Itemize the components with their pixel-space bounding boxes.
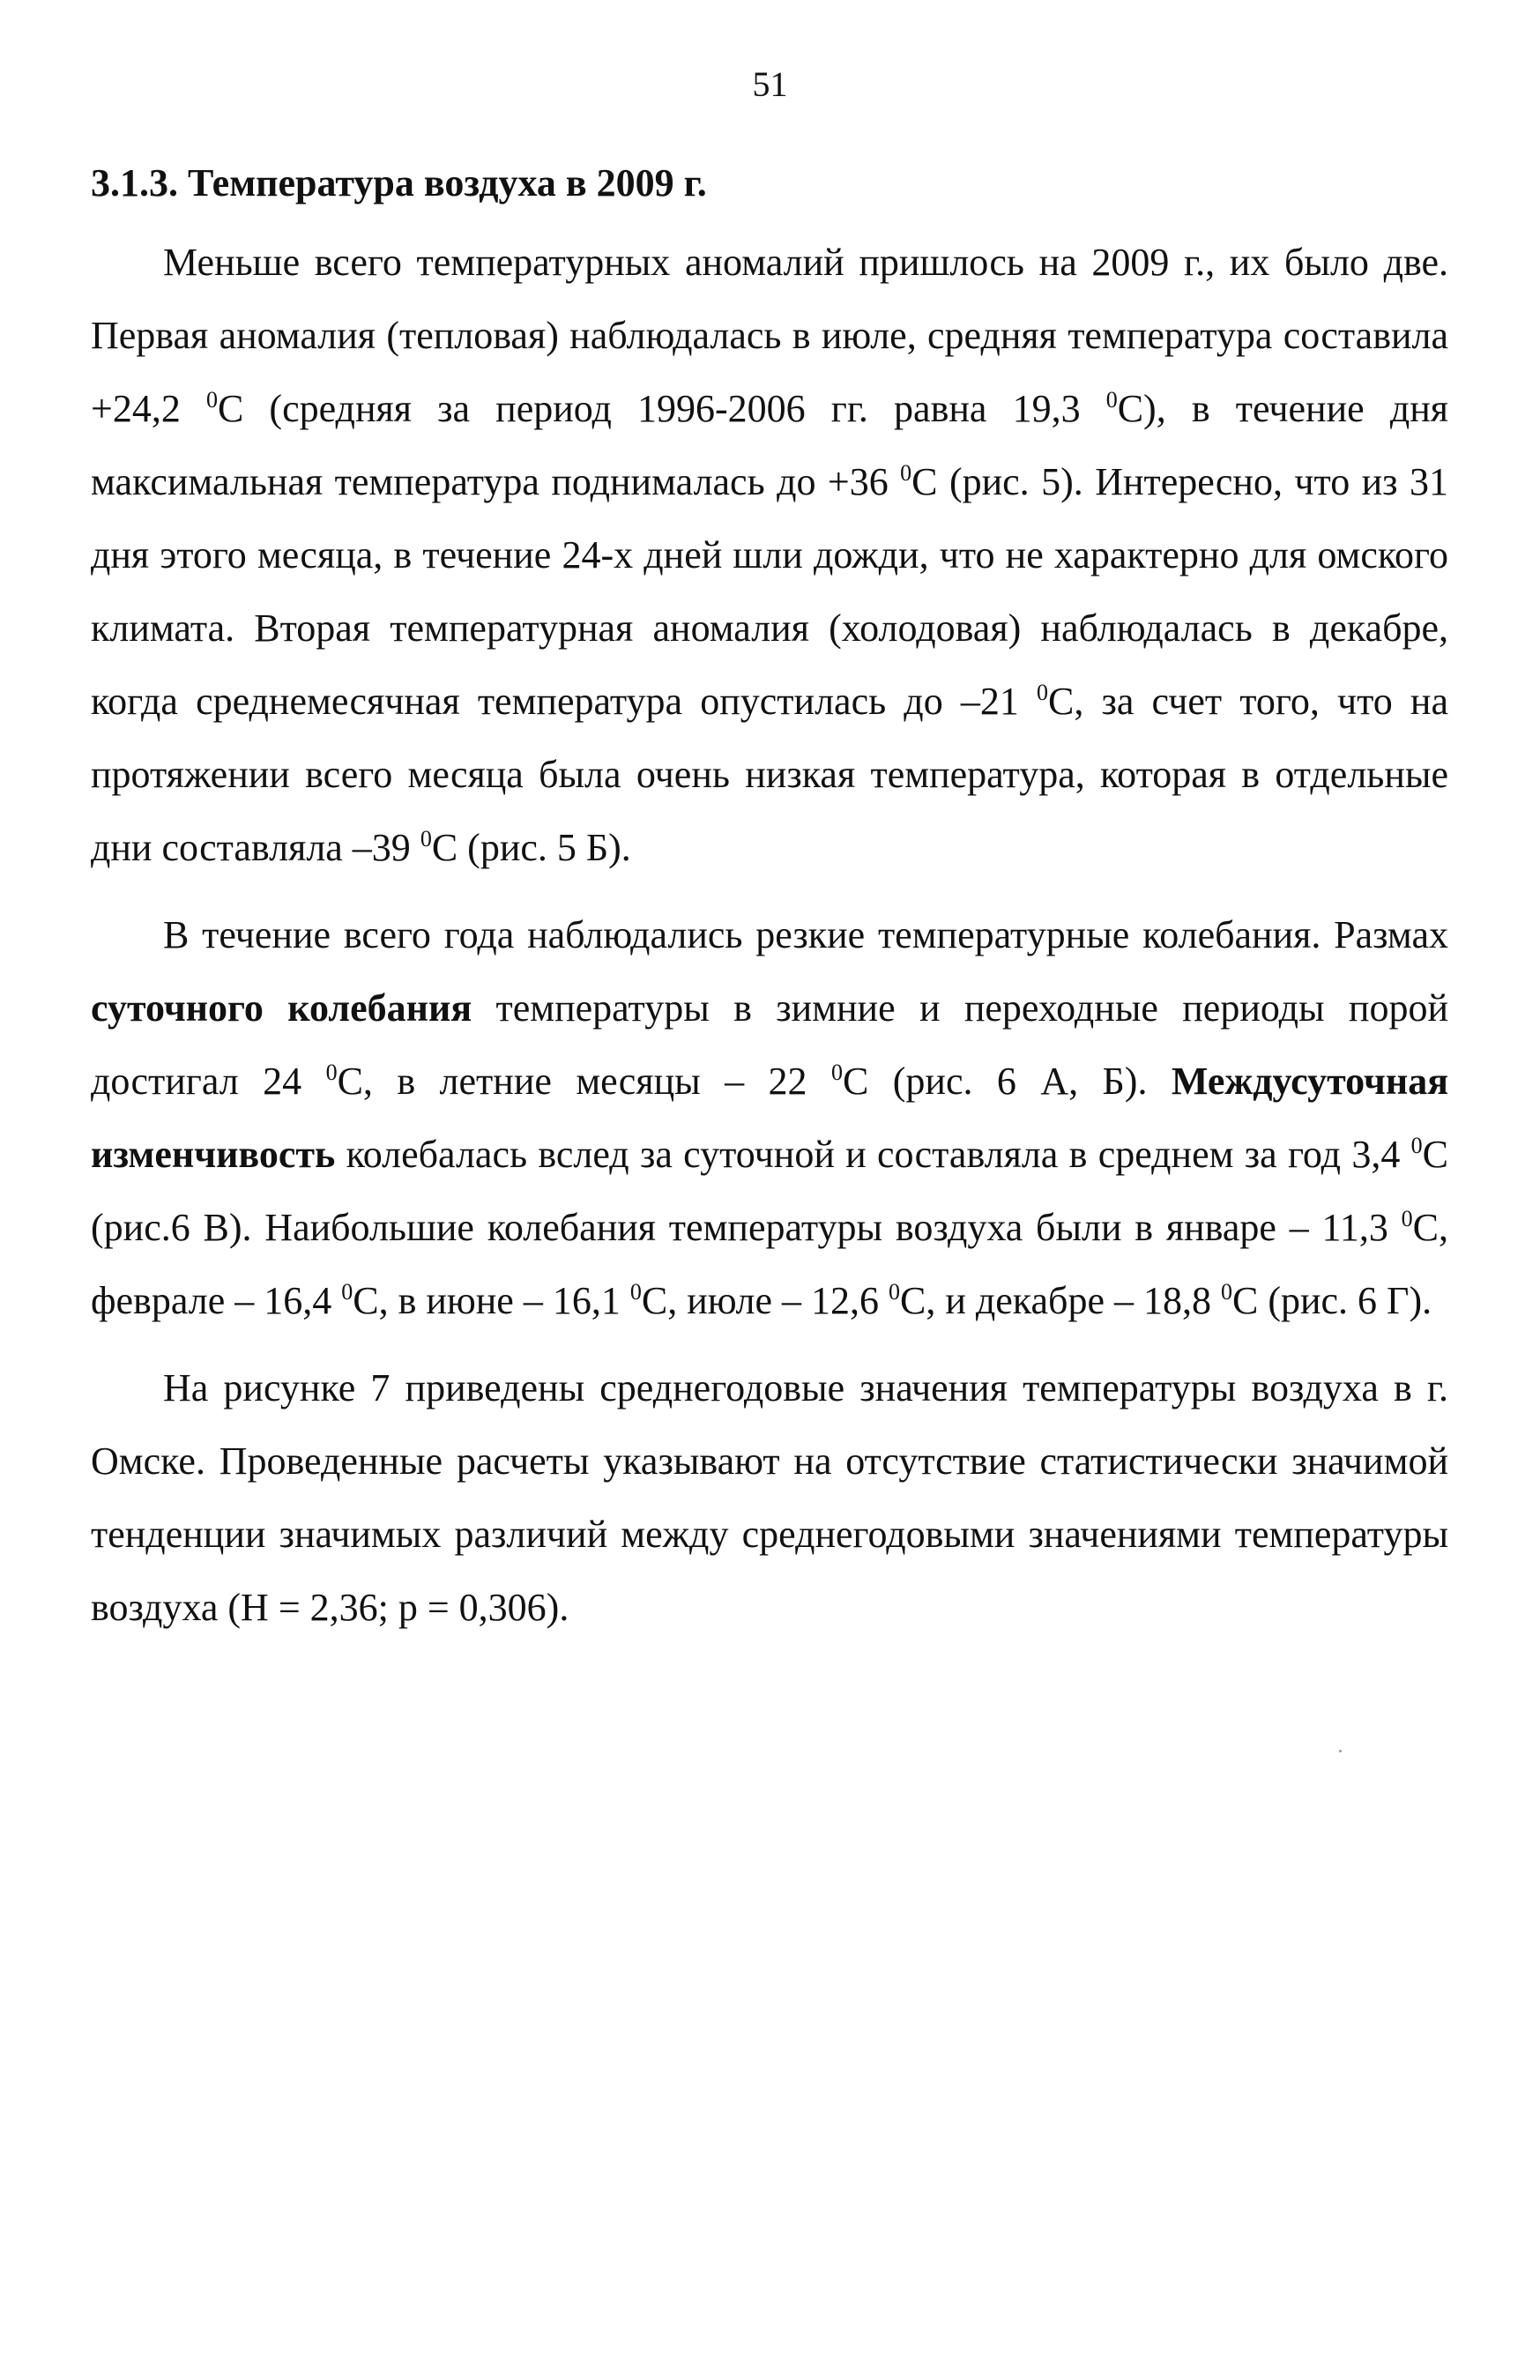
text-run: В течение всего года наблюдались резкие температурные колебания. Размах <box>163 913 1448 956</box>
scan-speck <box>1339 1750 1342 1752</box>
degree-superscript: 0 <box>420 826 432 852</box>
bold-term: Междусуточная изменчивость <box>91 1060 1448 1176</box>
text-run: С, в летние месяцы – 22 <box>337 1060 831 1103</box>
body-text <box>91 226 1448 1644</box>
text-run: С (рис. 5). Интересно, что из 31 дня этого месяца, в течение 24-х дней шли дожди, что не характерно для омского климата. Вторая температурная аномалия (холодовая) наблюдалась в декабре, когда среднемесячная температура опустилась до –21 <box>91 460 1448 723</box>
degree-superscript: 0 <box>325 1060 338 1085</box>
page-number: 51 <box>752 64 788 104</box>
text-run: колебалась вслед за суточной и составляла в среднем за год 3,4 <box>335 1133 1411 1176</box>
text-run: Меньше всего температурных аномалий пришлось на 2009 г., их было две. Первая аномалия (тепловая) наблюдалась в июле, средняя температура составила +24,2 <box>91 241 1448 430</box>
text-run: С (рис. 5 Б). <box>431 826 631 869</box>
degree-superscript: 0 <box>341 1279 353 1305</box>
paragraph <box>91 898 1448 1337</box>
text-run: С (рис.6 В). Наибольшие колебания температуры воздуха были в январе – 11,3 <box>91 1133 1448 1249</box>
text-run: С, и декабре – 18,8 <box>900 1279 1221 1322</box>
bold-term: суточного колебания <box>91 986 472 1030</box>
paragraph <box>91 226 1448 884</box>
text-run: С (рис. 6 Г). <box>1231 1279 1432 1322</box>
degree-superscript: 0 <box>629 1279 642 1305</box>
degree-superscript: 0 <box>830 1060 843 1085</box>
degree-superscript: 0 <box>1401 1206 1413 1231</box>
paragraph <box>91 1351 1448 1644</box>
text-run: С, в июне – 16,1 <box>353 1279 630 1322</box>
degree-superscript: 0 <box>1410 1133 1423 1158</box>
text-run: С (рис. 6 А, Б). <box>842 1060 1172 1103</box>
text-run: На рисунке 7 приведены среднегодовые значения температуры воздуха в г. Омске. Проведенные расчеты указывают на отсутствие статистически значимой тенденции значимых различий между среднегодовыми значениями температуры воздуха (Н = 2,36; р = 0,306). <box>91 1366 1448 1629</box>
section-heading: 3.1.3. Температура воздуха в 2009 г. <box>91 161 707 205</box>
degree-superscript: 0 <box>205 387 218 413</box>
text-run: С, июле – 12,6 <box>641 1279 889 1322</box>
degree-superscript: 0 <box>1037 680 1048 705</box>
text-run: С, феврале – 16,4 <box>91 1206 1448 1322</box>
text-run: С, за счет того, что на протяжении всего месяца была очень низкая температура, которая в отдельные дни составляла –39 <box>91 680 1448 869</box>
text-run: С), в течение дня максимальная температура поднималась до +36 <box>91 387 1448 503</box>
degree-superscript: 0 <box>1220 1279 1232 1305</box>
text-run: С (средняя за период 1996-2006 гг. равна 19,3 <box>217 387 1106 430</box>
degree-superscript: 0 <box>1105 387 1118 413</box>
degree-superscript: 0 <box>889 1279 900 1305</box>
text-run: температуры в зимние и переходные периоды порой достигал 24 <box>91 986 1448 1103</box>
degree-superscript: 0 <box>900 460 912 486</box>
